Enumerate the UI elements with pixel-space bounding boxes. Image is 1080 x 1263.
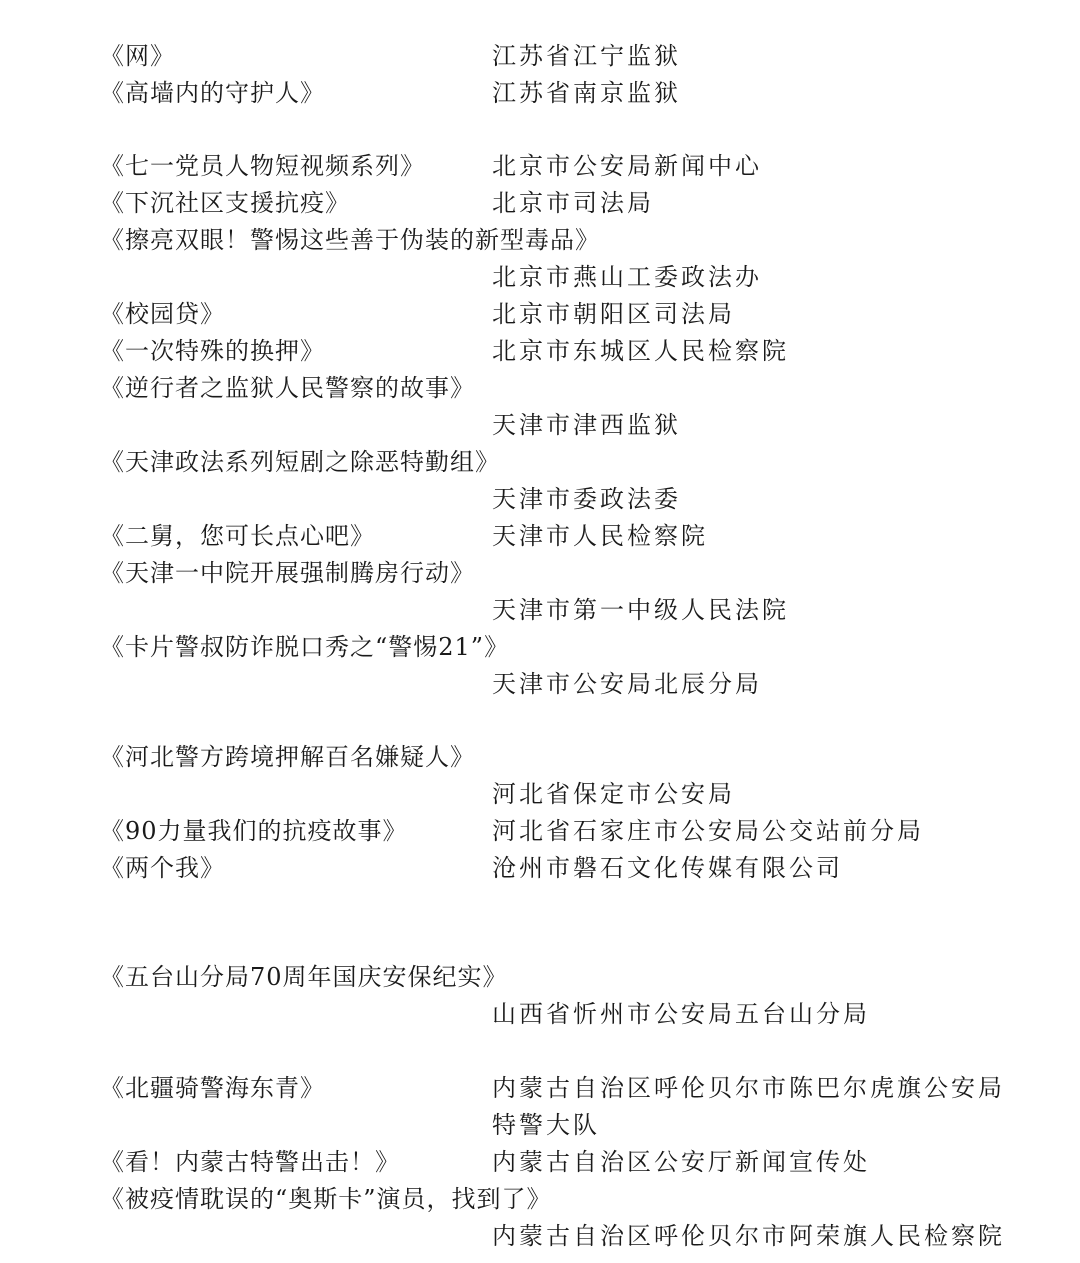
organization-name: 特警大队 [492,1111,600,1139]
organization-name: 北京市公安局新闻中心 [492,152,762,180]
organization-name: 内蒙古自治区呼伦贝尔市阿荣旗人民检察院 [492,1222,1005,1250]
work-title: 《擦亮双眼！警惕这些善于伪装的新型毒品》 [100,226,600,254]
work-title: 《天津政法系列短剧之除恶特勤组》 [100,448,500,476]
work-title: 《高墙内的守护人》 [100,79,325,107]
entry-line [0,185,1080,222]
entry-line [0,629,1080,666]
entry-line [0,370,1080,407]
work-title: 《二舅，您可长点心吧》 [100,522,375,550]
work-title: 《被疫情耽误的“奥斯卡”演员，找到了》 [100,1185,552,1213]
entry-line [0,592,1080,629]
organization-name: 天津市人民检察院 [492,522,708,550]
entry-line [0,38,1080,75]
entry-line [0,1181,1080,1218]
work-title: 《北疆骑警海东青》 [100,1074,325,1102]
work-title: 《看！内蒙古特警出击！》 [100,1148,400,1176]
entry-line [0,444,1080,481]
organization-name: 山西省忻州市公安局五台山分局 [492,1000,870,1028]
entry-line [0,296,1080,333]
work-title: 《校园贷》 [100,300,225,328]
entry-line [0,222,1080,259]
organization-name: 河北省石家庄市公安局公交站前分局 [492,817,924,845]
organization-name: 天津市津西监狱 [492,411,681,439]
entry-line [0,75,1080,112]
entry-line [0,1070,1080,1107]
entry-line [0,333,1080,370]
organization-name: 北京市燕山工委政法办 [492,263,762,291]
organization-name: 天津市委政法委 [492,485,681,513]
organization-name: 天津市第一中级人民法院 [492,596,789,624]
entry-line [0,996,1080,1033]
entry-line [0,1144,1080,1181]
entry-line [0,813,1080,850]
work-title: 《下沉社区支援抗疫》 [100,189,350,217]
organization-name: 江苏省南京监狱 [492,79,681,107]
organization-name: 天津市公安局北辰分局 [492,670,762,698]
entry-line [0,850,1080,887]
entry-line [0,148,1080,185]
organization-name: 北京市司法局 [492,189,654,217]
organization-name: 内蒙古自治区公安厅新闻宣传处 [492,1148,870,1176]
entry-line [0,959,1080,996]
entry-line [0,666,1080,703]
work-title: 《五台山分局70周年国庆安保纪实》 [100,963,508,991]
entry-line [0,776,1080,813]
work-title: 《两个我》 [100,854,225,882]
entry-line [0,1218,1080,1255]
entry-line [0,259,1080,296]
work-title: 《天津一中院开展强制腾房行动》 [100,559,475,587]
work-title: 《逆行者之监狱人民警察的故事》 [100,374,475,402]
work-title: 《七一党员人物短视频系列》 [100,152,425,180]
organization-name: 河北省保定市公安局 [492,780,735,808]
work-title: 《卡片警叔防诈脱口秀之“警惕21”》 [100,633,510,661]
work-title: 《一次特殊的换押》 [100,337,325,365]
entry-line [0,1107,1080,1144]
entry-line [0,739,1080,776]
organization-name: 沧州市磐石文化传媒有限公司 [492,854,843,882]
organization-name: 北京市东城区人民检察院 [492,337,789,365]
work-title: 《河北警方跨境押解百名嫌疑人》 [100,743,475,771]
organization-name: 江苏省江宁监狱 [492,42,681,70]
organization-name: 内蒙古自治区呼伦贝尔市陈巴尔虎旗公安局 [492,1074,1005,1102]
work-title: 《网》 [100,42,175,70]
work-title: 《90力量我们的抗疫故事》 [100,817,408,845]
entry-line [0,481,1080,518]
entry-line [0,407,1080,444]
entry-line [0,555,1080,592]
organization-name: 北京市朝阳区司法局 [492,300,735,328]
entry-line [0,518,1080,555]
